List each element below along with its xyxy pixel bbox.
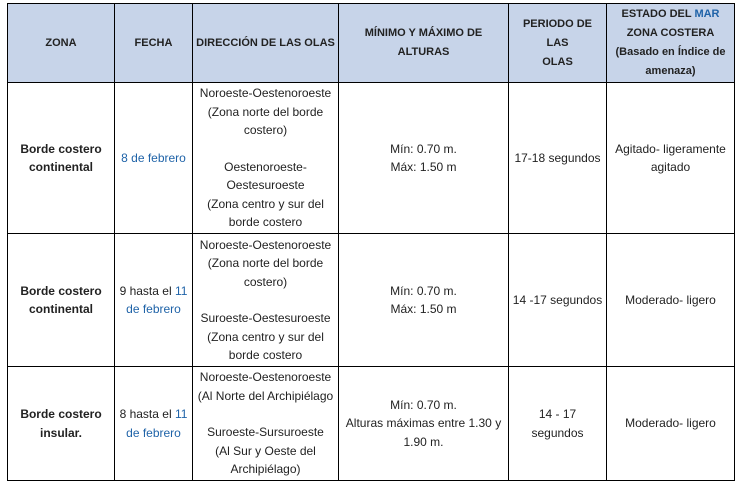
- cell-direccion: [193, 367, 339, 481]
- table-row: [8, 234, 735, 367]
- cell-fecha: [115, 83, 193, 234]
- zona-line1: Borde costero: [20, 283, 102, 298]
- estado-line: Agitado- ligeramente: [615, 141, 726, 156]
- zona-line2: insular.: [39, 425, 83, 440]
- cell-alturas: [339, 367, 509, 481]
- periodo-line: 14 - 17: [538, 407, 577, 421]
- alturas-line: Mín: 0.70 m.: [390, 397, 457, 412]
- cell-alturas: [339, 83, 509, 234]
- zona-line1: Borde costero: [20, 407, 102, 421]
- cell-estado: [607, 83, 735, 234]
- alturas-line: 1.90 m.: [403, 434, 444, 449]
- dir-line: (Al Norte del Archipiélago: [197, 388, 334, 403]
- dir-line: Oestesuroeste: [226, 178, 305, 193]
- table-row: [8, 367, 735, 481]
- header-direccion: DIRECCIÓN DE LAS OLAS: [193, 4, 339, 83]
- fecha-pre: 8 hasta el: [119, 407, 175, 421]
- alturas-line: Máx: 1.50 m: [390, 160, 457, 174]
- dir-line: Noroeste-Oestenoroeste: [199, 86, 332, 101]
- spacer: [196, 140, 335, 158]
- header-zona: ZONA: [8, 4, 115, 83]
- dir-line: (Zona centro y sur del: [207, 196, 324, 211]
- dir-line: Noroeste-Oestenoroeste: [199, 370, 332, 385]
- header-estado-line3: (Basado en Índice de: [615, 46, 726, 58]
- estado-line: agitado: [650, 160, 691, 174]
- fecha-pre: 9 hasta el: [119, 283, 175, 298]
- fecha-link[interactable]: de febrero: [126, 425, 181, 440]
- periodo-line: segundos: [531, 425, 584, 440]
- fecha-link[interactable]: de febrero: [126, 302, 181, 316]
- cell-fecha: [115, 367, 193, 481]
- dir-line: borde costero: [228, 215, 303, 230]
- cell-direccion: [193, 234, 339, 367]
- dir-line: Archipiélago): [230, 462, 301, 477]
- spacer: [196, 291, 335, 309]
- cell-periodo: [509, 367, 607, 481]
- header-estado-line2: ZONA COSTERA: [626, 27, 715, 39]
- dir-line: (Al Sur y Oeste del: [215, 443, 316, 458]
- dir-line: Suroeste-Oestesuroeste: [200, 311, 331, 325]
- dir-line: (Zona norte del borde: [207, 256, 324, 270]
- fecha-line1: [118, 282, 189, 301]
- zona-line1: Borde costero: [20, 141, 102, 156]
- fecha-line1: [118, 405, 189, 424]
- header-periodo: [509, 4, 607, 83]
- alturas-line: Alturas máximas entre 1.30 y: [345, 416, 502, 431]
- header-estado: [607, 4, 735, 83]
- header-estado-line4: amenaza): [645, 65, 696, 77]
- alturas-line: Mín: 0.70 m.: [390, 141, 457, 156]
- header-fecha: FECHA: [115, 4, 193, 83]
- wave-forecast-table: [7, 3, 735, 481]
- header-periodo-line1: PERIODO DE LAS: [522, 17, 593, 49]
- cell-estado: Moderado- ligero: [607, 367, 735, 481]
- table-row: [8, 83, 735, 234]
- header-estado-mar-link[interactable]: MAR: [694, 8, 720, 20]
- header-estado-line1: [610, 5, 731, 24]
- dir-line: costero): [243, 123, 288, 138]
- header-alturas-line1: MÍNIMO Y MÁXIMO DE: [364, 27, 483, 39]
- cell-alturas: [339, 234, 509, 367]
- dir-line: borde costero: [228, 348, 303, 362]
- cell-estado: Moderado- ligero: [607, 234, 735, 367]
- cell-fecha: [115, 234, 193, 367]
- fecha-link[interactable]: 8 de febrero: [121, 150, 186, 165]
- fecha-link[interactable]: 11: [174, 407, 188, 421]
- header-alturas: [339, 4, 509, 83]
- cell-zona: [8, 83, 115, 234]
- dir-line: costero): [243, 274, 288, 289]
- cell-direccion: [193, 83, 339, 234]
- dir-line: (Zona centro y sur del: [207, 329, 324, 344]
- dir-line: Noroeste-Oestenoroeste: [199, 237, 332, 252]
- cell-zona: [8, 234, 115, 367]
- dir-line: Oestenoroeste-: [224, 159, 307, 174]
- alturas-line: Máx: 1.50 m: [390, 302, 457, 316]
- header-periodo-line2: OLAS: [542, 55, 573, 68]
- dir-line: (Zona norte del borde: [207, 104, 324, 119]
- spacer: [196, 405, 335, 423]
- fecha-link[interactable]: 11: [174, 283, 188, 298]
- cell-periodo: 14 -17 segundos: [509, 234, 607, 367]
- header-alturas-line2: ALTURAS: [397, 46, 450, 58]
- header-estado-pre: ESTADO DEL: [621, 8, 695, 20]
- cell-zona: [8, 367, 115, 481]
- header-row: [8, 4, 735, 83]
- zona-line2: continental: [28, 302, 93, 316]
- dir-line: Suroeste-Sursuroeste: [207, 425, 324, 440]
- cell-periodo: 17-18 segundos: [509, 83, 607, 234]
- zona-line2: continental: [28, 160, 93, 174]
- alturas-line: Mín: 0.70 m.: [390, 283, 457, 298]
